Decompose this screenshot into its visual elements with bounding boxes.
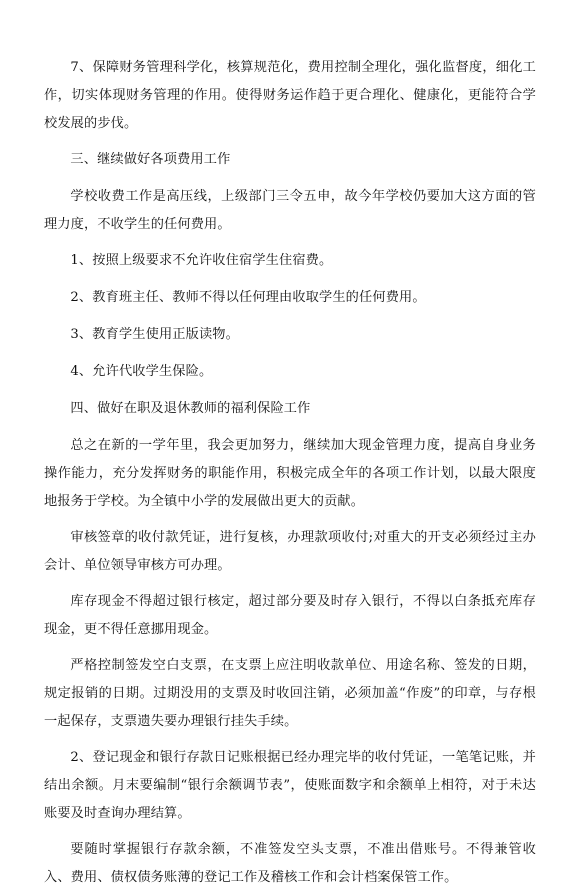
paragraph-cash-limit: 库存现金不得超过银行核定，超过部分要及时存入银行，不得以白条抵充库存现金，更不得任意挪用现金。 [44, 594, 536, 637]
paragraph-voucher-review: 审核签章的收付款凭证，进行复核，办理款项收付;对重大的开支必须经过主办会计、单位领导审核方可办理。 [44, 530, 536, 573]
list-item-genuine-books: 3、教育学生使用正版读物。 [70, 327, 239, 342]
paragraph-check-control: 严格控制签发空白支票，在支票上应注明收款单位、用途名称、签发的日期，规定报销的日期。过期没用的支票及时收回注销，必须加盖“作废”的印章，与存根一起保存，支票遗失要办理银行挂失手续。 [44, 658, 536, 729]
paragraph-bank-balance: 要随时掌握银行存款余额，不准签发空头支票，不准出借账号。不得兼管收入、费用、债权债务账薄的登记工作及稽核工作和会计档案保管工作。 [44, 842, 536, 885]
list-item-no-dorm-fee: 1、按照上级要求不允许收住宿学生住宿费。 [70, 253, 333, 268]
section-heading-fees: 三、继续做好各项费用工作 [70, 152, 231, 167]
paragraph-summary: 总之在新的一学年里，我会更加努力，继续加大现金管理力度，提高自身业务操作能力，充分发挥财务的职能作用，积极完成全年的各项工作计划，以最大限度地报务于学校。为全镇中小学的发展做出更大的贡献。 [44, 438, 536, 509]
list-item-no-teacher-fee: 2、教育班主任、教师不得以任何理由收取学生的任何费用。 [70, 290, 426, 305]
paragraph-journal-entry: 2、登记现金和银行存款日记账根据已经办理完毕的收付凭证，一笔笔记账，并结出余额。月末要编制“银行余额调节表”，使账面数字和余额单上相符，对于未达账要及时查询办理结算。 [44, 750, 536, 821]
section-heading-welfare: 四、做好在职及退休教师的福利保险工作 [70, 401, 311, 416]
paragraph-fee-policy: 学校收费工作是高压线，上级部门三令五申，故今年学校仍要加大这方面的管理力度，不收学生的任何费用。 [44, 189, 536, 232]
list-item-insurance: 4、允许代收学生保险。 [70, 364, 213, 379]
paragraph-finance-management: 7、保障财务管理科学化，核算规范化，费用控制全理化，强化监督度，细化工作，切实体现财务管理的作用。使得财务运作趋于更合理化、健康化，更能符合学校发展的步伐。 [44, 60, 536, 131]
